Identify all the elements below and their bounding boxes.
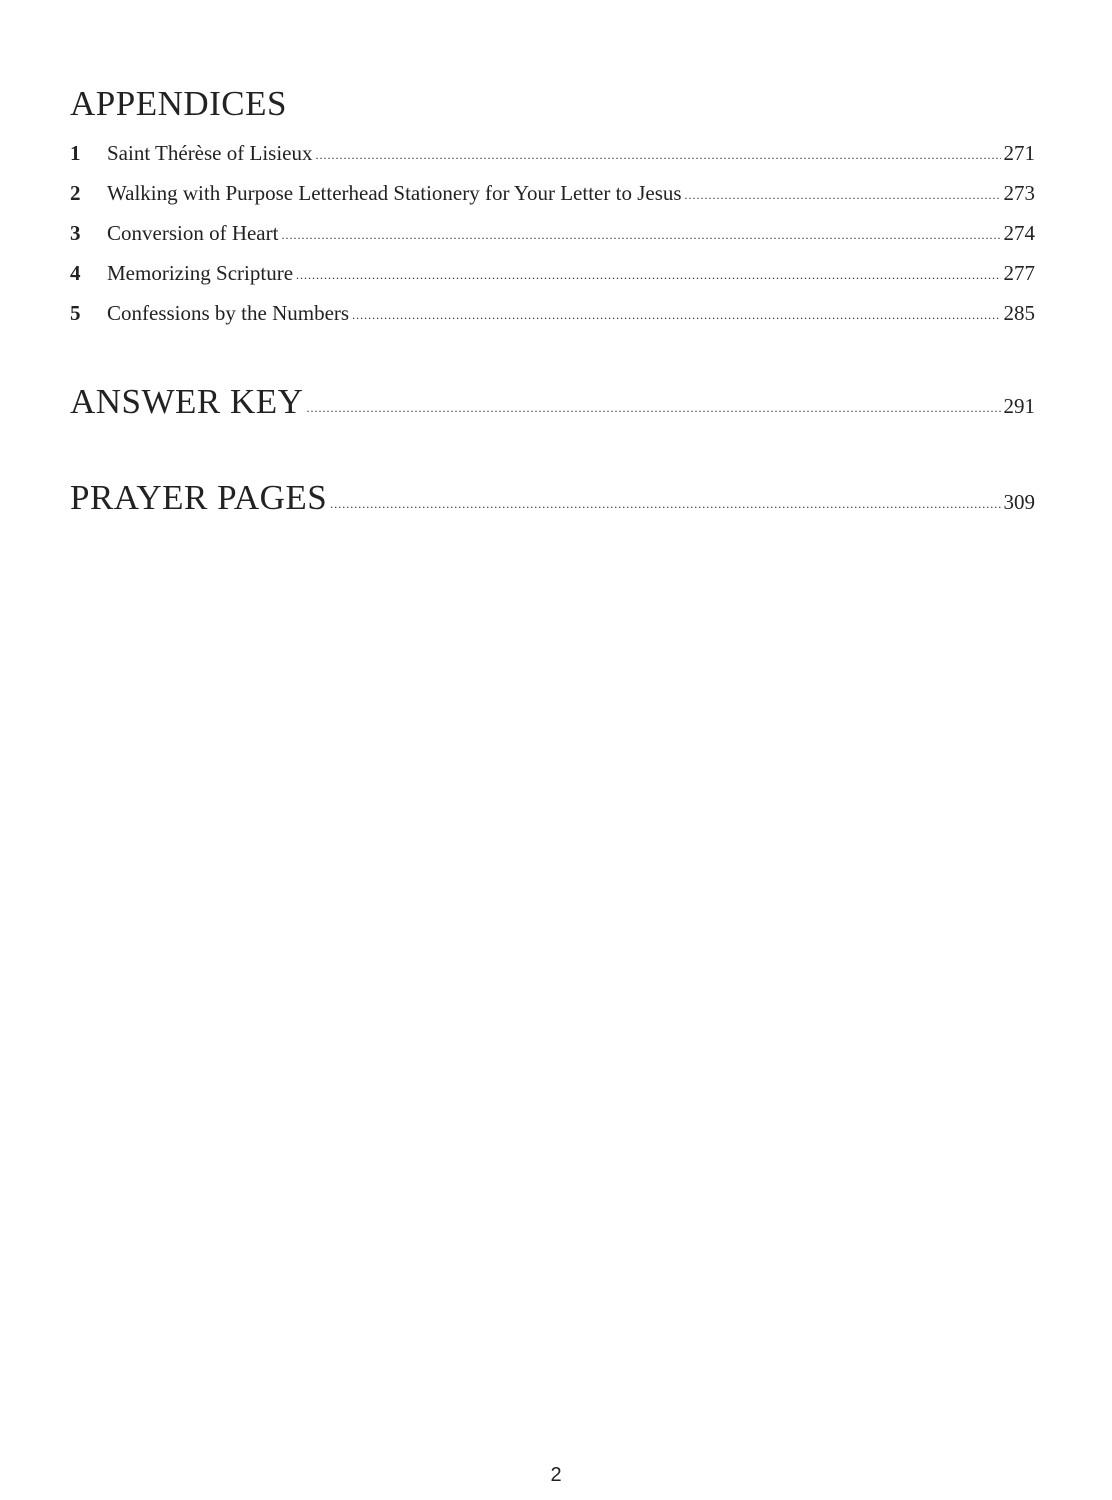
dot-leader bbox=[281, 215, 1000, 255]
entry-page: 273 bbox=[1003, 181, 1035, 205]
toc-entry[interactable] bbox=[70, 293, 1035, 333]
entry-title: Saint Thérèse of Lisieux bbox=[107, 141, 313, 165]
entry-title: Conversion of Heart bbox=[107, 221, 279, 245]
entry-page: 271 bbox=[1003, 141, 1035, 165]
prayer-pages-heading: PRAYER PAGES bbox=[70, 478, 328, 517]
toc-entry[interactable] bbox=[70, 213, 1035, 253]
dot-leader bbox=[330, 479, 1000, 529]
entry-title: Walking with Purpose Letterhead Stationery for Your Letter to Jesus bbox=[107, 181, 682, 205]
entry-number: 1 bbox=[70, 141, 81, 165]
entry-title: Confessions by the Numbers bbox=[107, 301, 350, 325]
dot-leader bbox=[296, 255, 1000, 295]
toc-entry[interactable] bbox=[70, 133, 1035, 173]
entry-number: 2 bbox=[70, 181, 81, 205]
entry-page: 274 bbox=[1003, 221, 1035, 245]
appendices-list bbox=[70, 133, 1035, 333]
prayer-pages-page: 309 bbox=[1003, 490, 1035, 514]
toc-entry[interactable] bbox=[70, 253, 1035, 293]
entry-number: 5 bbox=[70, 301, 81, 325]
dot-leader bbox=[685, 175, 1001, 215]
prayer-pages-entry[interactable] bbox=[70, 473, 1035, 523]
entry-page: 277 bbox=[1003, 261, 1035, 285]
dot-leader bbox=[315, 135, 1000, 175]
entry-page: 285 bbox=[1003, 301, 1035, 325]
entry-title: Memorizing Scripture bbox=[107, 261, 294, 285]
page-number: 2 bbox=[550, 1464, 562, 1486]
dot-leader bbox=[306, 383, 1000, 433]
entry-number: 4 bbox=[70, 261, 81, 285]
answer-key-heading: ANSWER KEY bbox=[70, 382, 304, 421]
appendices-heading: APPENDICES bbox=[70, 84, 287, 123]
answer-key-entry[interactable] bbox=[70, 377, 1035, 427]
answer-key-page: 291 bbox=[1003, 394, 1035, 418]
dot-leader bbox=[352, 295, 1000, 335]
toc-entry[interactable] bbox=[70, 173, 1035, 213]
entry-number: 3 bbox=[70, 221, 81, 245]
